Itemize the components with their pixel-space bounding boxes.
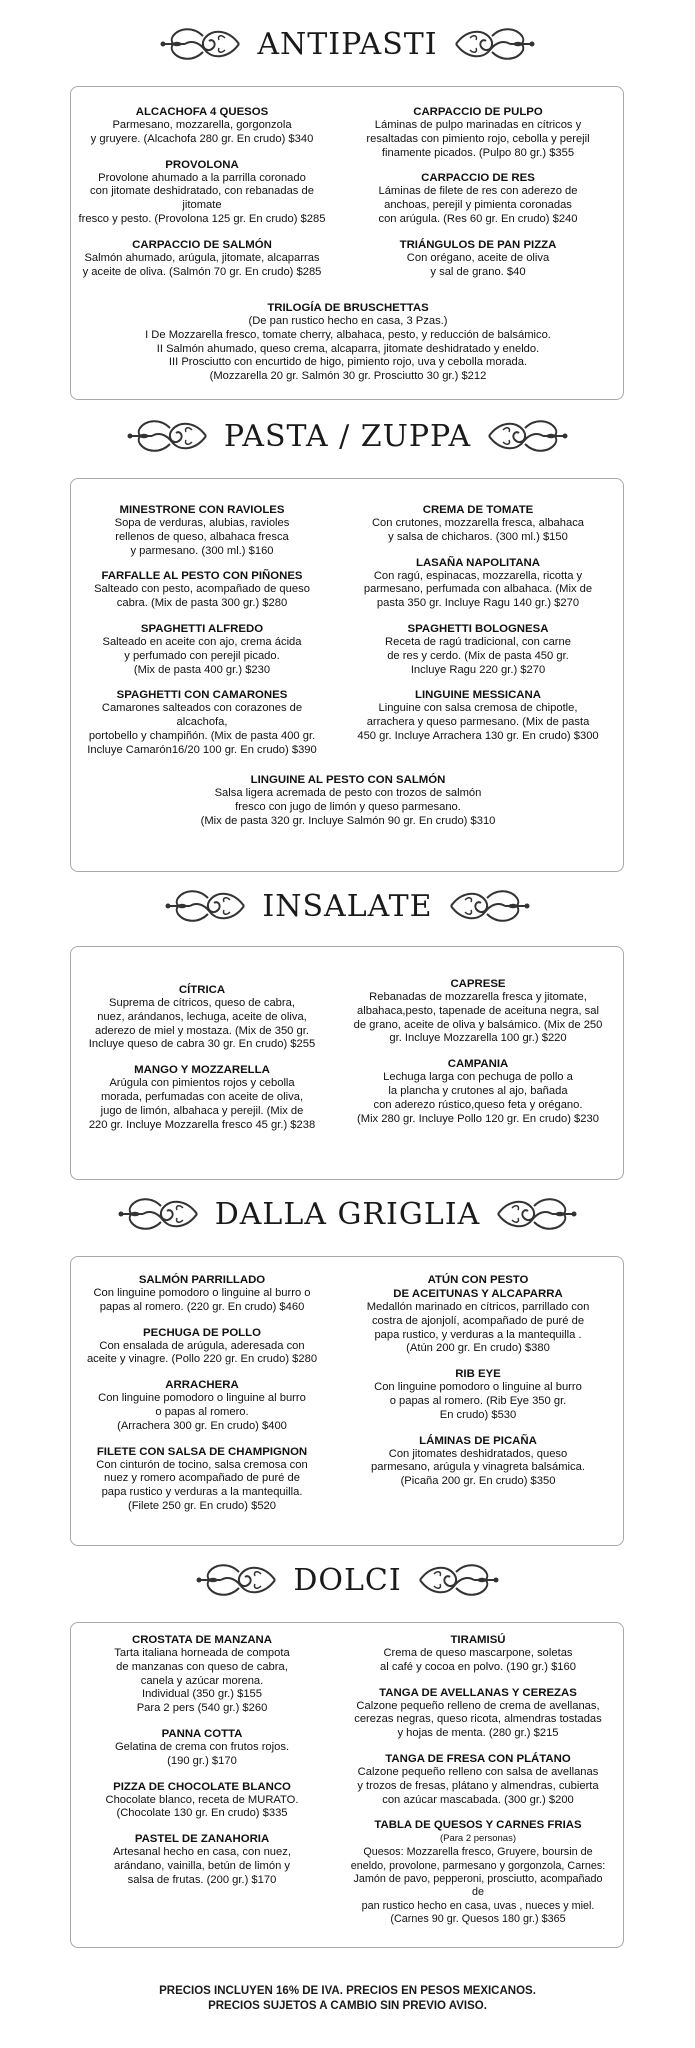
menu-item: MINESTRONE CON RAVIOLES Sopa de verduras, alubias, ravioles rellenos de queso, albahaca fresca y parmesano. (300 ml.) $160 [114, 504, 290, 557]
section-title: DOLCI [293, 1562, 402, 1598]
menu-item: LASAÑA NAPOLITANA Con ragú, espinacas, mozzarella, ricotta y parmesano, perfumada con albahaca. (Mix de pasta 350 gr. Incluye Ragu 140 gr.) $270 [363, 556, 593, 610]
section-header-insalate [0, 886, 695, 926]
menu-item: CÍTRICA Suprema de cítricos, queso de cabra, nuez, arándanos, lechuga, aceite de oliva, aderezo de miel y mostaza. (Mix de 350 gr. Incluye queso de cabra 30 gr. En crudo) $255 [88, 984, 316, 1051]
menu-item: ATÚN CON PESTO DE ACEITUNAS Y ALCAPARRA Medallón marinado en cítricos, parrillado con costra de ajonjolí, acompañado de puré de papa rustico, y verduras a la mantequilla . (Atún 200 gr. En crudo) $380 [366, 1274, 590, 1355]
menu-item: LINGUINE MESSICANA Linguine con salsa cremosa de chipotle, arrachera y queso parmesano. (Mix de pasta 450 gr. Incluye Arrachera 130 gr. En crudo) $300 [357, 689, 599, 742]
menu-item: ALCACHOFA 4 QUESOS Parmesano, mozzarella, gorgonzola y gruyere. (Alcachofa 280 gr. En crudo) $340 [90, 106, 314, 145]
menu-item: PIZZA DE CHOCOLATE BLANCO Chocolate blanco, receta de MURATO. (Chocolate 130 gr. En crudo) $335 [105, 1780, 299, 1820]
menu-column-left [77, 105, 327, 290]
menu-item: SPAGHETTI CON CAMARONES Camarones salteados con corazones de alcachofa, portobello y champiñón. (Mix de pasta 400 gr. Incluye Camarón16/20 100 gr. En crudo) $390 [87, 689, 317, 756]
footer-line: PRECIOS SUJETOS A CAMBIO SIN PREVIO AVISO. [208, 2000, 487, 2012]
menu-item: CROSTATA DE MANZANA Tarta italiana horneada de compota de manzanas con queso de cabra, canela y azúcar morena. Individual (350 gr.) $155 Para 2 pers (540 gr.) $260 [114, 1634, 290, 1715]
menu-item: CARPACCIO DE SALMÓN Salmón ahumado, arúgula, jitomate, alcaparras y aceite de oliva. (Salmón 70 gr. En crudo) $285 [82, 238, 322, 278]
section-title: INSALATE [262, 888, 433, 924]
section-header-pasta [0, 416, 695, 456]
antipasti-menu-box [70, 86, 624, 400]
menu-item: ARRACHERA Con linguine pomodoro o linguine al burro o papas al romero. (Arrachera 300 gr. En crudo) $400 [98, 1379, 306, 1432]
pasta-menu-box [70, 478, 624, 872]
menu-item: PROVOLONA Provolone ahumado a la parrilla coronado con jitomate deshidratado, con rebanadas de jitomate fresco y pesto. (Provolona 125 gr. En crudo) $285 [78, 158, 326, 225]
menu-item-full-width: TRILOGÍA DE BRUSCHETTAS (De pan rustico hecho en casa, 3 Pzas.) I De Mozzarella fresco, tomate cherry, albahaca, pesto, y reducción de balsámico. II Salmón ahumado, queso crema, alcaparra, jitomate deshidratado y eneldo. III Prosciutto con encurtido de higo, pimiento rojo, uva y cebolla morada. (Mozzarella 20 gr. Salmón 30 gr. Prosciutto 30 gr.) $212 [145, 302, 551, 383]
menu-item: TANGA DE AVELLANAS Y CEREZAS Calzone pequeño relleno de crema de avellanas, cerezas negras, queso ricota, almendras tostadas y hojas de menta. (280 gr.) $215 [354, 1686, 602, 1740]
menu-item: CAPRESE Rebanadas de mozzarella fresca y jitomate, albahaca,pesto, tapenade de aceituna negra, sal de grano, aceite de oliva y balsámico. (Mix de 250 gr. Incluye Mozzarella 100 gr.) $220 [353, 978, 603, 1045]
griglia-menu-box [70, 1256, 624, 1546]
menu-item: TANGA DE FRESA CON PLÁTANO Calzone pequeño relleno con salsa de avellanas y trozos de fresas, plátano y almendras, cubierta con azúcar mascabada. (300 gr.) $200 [357, 1752, 599, 1806]
menu-column-right [353, 503, 603, 755]
menu-item: FARFALLE AL PESTO CON PIÑONES Salteado con pesto, acompañado de queso cabra. (Mix de pasta 300 gr.) $280 [94, 570, 310, 610]
flourish-ornament-icon [117, 1194, 201, 1234]
footer-line: PRECIOS INCLUYEN 16% DE IVA. PRECIOS EN PESOS MEXICANOS. [159, 1985, 536, 1997]
section-title: PASTA / ZUPPA [223, 418, 472, 454]
section-header-antipasti [0, 24, 695, 64]
section-title: ANTIPASTI [257, 26, 438, 62]
insalate-menu-box [70, 946, 624, 1180]
menu-item: PECHUGA DE POLLO Con ensalada de arúgula, aderesada con aceite y vinagre. (Pollo 220 gr. En crudo) $280 [86, 1326, 318, 1366]
menu-item: SPAGHETTI ALFREDO Salteado en aceite con ajo, crema ácida y perfumado con perejil picado. (Mix de pasta 400 gr.) $230 [102, 622, 302, 676]
flourish-ornament-icon [416, 1560, 500, 1600]
flourish-ornament-icon [494, 1194, 578, 1234]
menu-item: RIB EYE Con linguine pomodoro o linguine al burro o papas al romero. (Rib Eye 350 gr. En crudo) $530 [374, 1368, 582, 1421]
menu-column-right [347, 1633, 609, 1938]
flourish-ornament-icon [126, 416, 210, 456]
menu-column-left [77, 1633, 327, 1899]
menu-item: TABLA DE QUESOS Y CARNES FRIAS (Para 2 personas) Quesos: Mozzarella fresco, Gruyere, boursin de eneldo, provolone, parmesano y gorgonzola, Carnes: Jamón de pavo, pepperoni, prosciutto, acompañado de pan rustico hecho en casa, uvas , nueces y miel. (Carnes 90 gr. Quesos 180 gr.) $365 [350, 1819, 606, 1926]
menu-item-full-width: LINGUINE AL PESTO CON SALMÓN Salsa ligera acremada de pesto con trozos de salmón fresco con jugo de limón y queso parmesano. (Mix de pasta 320 gr. Incluye Salmón 90 gr. En crudo) $310 [200, 774, 496, 827]
menu-item: PASTEL DE ZANAHORIA Artesanal hecho en casa, con nuez, arándano, vainilla, betún de limón y salsa de frutas. (200 gr.) $170 [113, 1833, 291, 1886]
flourish-ornament-icon [447, 886, 531, 926]
menu-item: TRIÁNGULOS DE PAN PIZZA Con orégano, aceite de oliva y sal de grano. $40 [399, 238, 557, 278]
section-header-griglia [0, 1194, 695, 1234]
menu-item: TIRAMISÚ Crema de queso mascarpone, soletas al café y cocoa en polvo. (190 gr.) $160 [380, 1634, 576, 1673]
menu-item: FILETE CON SALSA DE CHAMPIGNON Con cinturón de tocino, salsa cremosa con nuez y romero acompañado de puré de papa rustico y verduras a la mantequilla. (Filete 250 gr. En crudo) $520 [96, 1445, 308, 1512]
menu-item: CREMA DE TOMATE Con crutones, mozzarella fresca, albahaca y salsa de chicharos. (300 ml.) $150 [371, 504, 585, 543]
menu-column-right [353, 105, 603, 290]
dolci-menu-box [70, 1622, 624, 1948]
section-header-dolci [0, 1560, 695, 1600]
price-disclaimer [0, 1984, 695, 2014]
section-title: DALLA GRIGLIA [214, 1196, 481, 1232]
flourish-ornament-icon [159, 24, 243, 64]
menu-item: CAMPANIA Lechuga larga con pechuga de pollo a la plancha y crutones al ajo, bañada con aderezo rústico,queso feta y orégano. (Mix 280 gr. Incluye Pollo 120 gr. En crudo) $230 [357, 1058, 599, 1125]
menu-item: MANGO Y MOZZARELLA Arúgula con pimientos rojos y cebolla morada, perfumadas con aceite de oliva, jugo de limón, albahaca y perejil. (Mix de 220 gr. Incluye Mozzarella fresco 45 gr.) $238 [88, 1064, 316, 1131]
menu-column-left [77, 503, 327, 769]
menu-column-right [353, 977, 603, 1137]
menu-item: SALMÓN PARRILLADO Con linguine pomodoro o linguine al burro o papas al romero. (220 gr. En crudo) $460 [93, 1274, 311, 1313]
menu-column-right [353, 1273, 603, 1500]
menu-item: CARPACCIO DE RES Láminas de filete de res con aderezo de anchoas, perejil y pimienta coronadas con arúgula. (Res 60 gr. En crudo) $240 [378, 172, 578, 225]
menu-item: SPAGHETTI BOLOGNESA Receta de ragú tradicional, con carne de res y cerdo. (Mix de pasta 450 gr. Incluye Ragu 220 gr.) $270 [385, 622, 571, 676]
flourish-ornament-icon [195, 1560, 279, 1600]
flourish-ornament-icon [485, 416, 569, 456]
menu-item: PANNA COTTA Gelatina de crema con frutos rojos. (190 gr.) $170 [114, 1727, 290, 1767]
menu-item: CARPACCIO DE PULPO Láminas de pulpo marinadas en cítricos y resaltadas con pimiento rojo, cebolla y perejil finamente picados. (Pulpo 80 gr.) $355 [366, 106, 590, 159]
flourish-ornament-icon [164, 886, 248, 926]
menu-column-left [77, 983, 327, 1143]
menu-column-left [77, 1273, 327, 1525]
menu-item: LÁMINAS DE PICAÑA Con jitomates deshidratados, queso parmesano, arúgula y vinagreta balsámica. (Picaña 200 gr. En crudo) $350 [371, 1434, 585, 1488]
flourish-ornament-icon [452, 24, 536, 64]
